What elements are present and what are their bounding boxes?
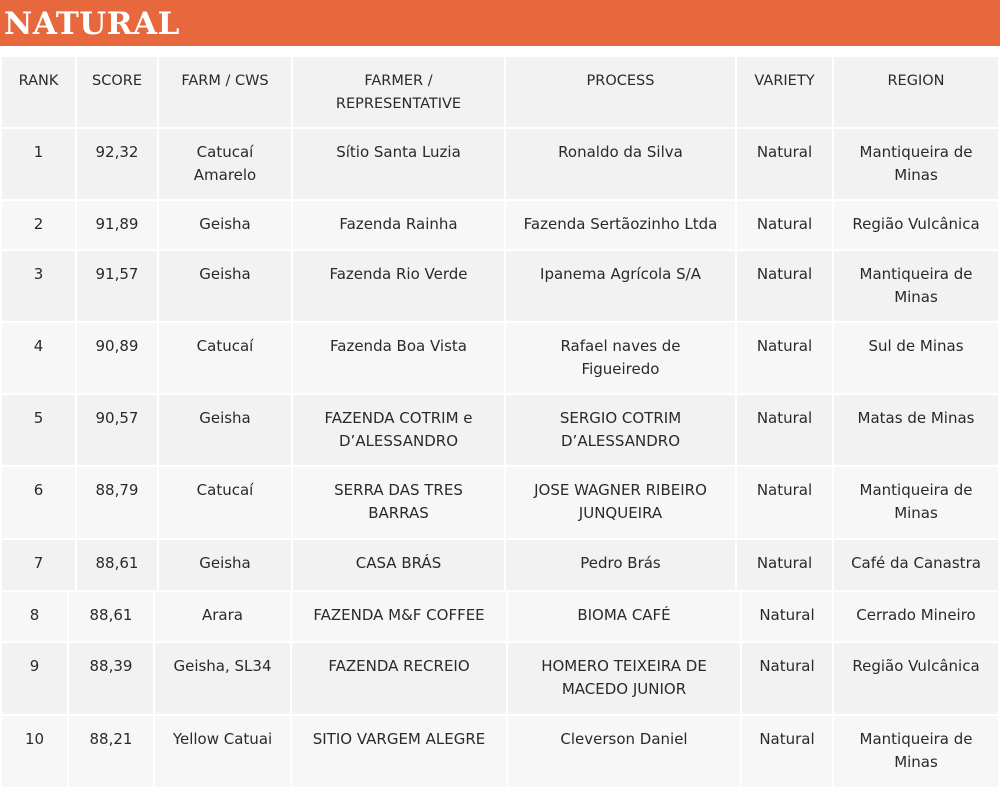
cell-score: 88,79: [77, 467, 157, 538]
table-row: [0, 592, 1000, 641]
cell-region: Mantiqueira de Minas: [834, 251, 998, 321]
cell-variety: Natural: [737, 540, 832, 590]
cell-rank: 1: [2, 129, 75, 199]
cell-farm: Geisha, SL34: [155, 643, 290, 714]
cell-process: HOMERO TEIXEIRA DE MACEDO JUNIOR: [508, 643, 740, 714]
cell-farmer: FAZENDA RECREIO: [292, 643, 506, 714]
cell-region: Mantiqueira de Minas: [834, 129, 998, 199]
cell-score: 88,21: [69, 716, 153, 787]
table-row: [0, 467, 1000, 538]
cell-process: Rafael naves de Figueiredo: [506, 323, 735, 393]
title-banner: [0, 0, 1000, 46]
cell-region: Matas de Minas: [834, 395, 998, 465]
cell-rank: 3: [2, 251, 75, 321]
cell-process: Fazenda Sertãozinho Ltda: [506, 201, 735, 249]
cell-region: Mantiqueira de Minas: [834, 716, 998, 787]
cell-farm: Catucaí: [159, 323, 291, 393]
cell-variety: Natural: [737, 129, 832, 199]
header-region: REGION: [834, 57, 998, 127]
cell-process: Ipanema Agrícola S/A: [506, 251, 735, 321]
cell-region: Mantiqueira de Minas: [834, 467, 998, 538]
table-row: [0, 540, 1000, 590]
cell-process: Ronaldo da Silva: [506, 129, 735, 199]
cell-farmer: CASA BRÁS: [293, 540, 504, 590]
cell-region: Sul de Minas: [834, 323, 998, 393]
cell-score: 91,89: [77, 201, 157, 249]
table-header-row: [0, 57, 1000, 127]
cell-farmer: SERRA DAS TRES BARRAS: [293, 467, 504, 538]
cell-farm: Geisha: [159, 251, 291, 321]
cell-variety: Natural: [742, 643, 832, 714]
cell-farmer: FAZENDA M&F COFFEE: [292, 592, 506, 641]
cell-farm: Catucaí: [159, 467, 291, 538]
cell-farmer: Fazenda Rio Verde: [293, 251, 504, 321]
cell-score: 88,39: [69, 643, 153, 714]
cell-farm: Geisha: [159, 201, 291, 249]
table-row: [0, 643, 1000, 714]
cell-variety: Natural: [742, 592, 832, 641]
cell-farmer: Sítio Santa Luzia: [293, 129, 504, 199]
cell-variety: Natural: [737, 201, 832, 249]
cell-score: 90,57: [77, 395, 157, 465]
cell-score: 88,61: [77, 540, 157, 590]
table-row: [0, 323, 1000, 393]
cell-score: 90,89: [77, 323, 157, 393]
header-score: SCORE: [77, 57, 157, 127]
cell-variety: Natural: [737, 323, 832, 393]
cell-farmer: SITIO VARGEM ALEGRE: [292, 716, 506, 787]
cell-region: Região Vulcânica: [834, 201, 998, 249]
cell-variety: Natural: [737, 251, 832, 321]
cell-variety: Natural: [737, 395, 832, 465]
cell-farm: Arara: [155, 592, 290, 641]
cell-rank: 4: [2, 323, 75, 393]
table-row: [0, 129, 1000, 199]
ranking-table: [0, 57, 1000, 790]
header-variety: VARIETY: [737, 57, 832, 127]
cell-rank: 10: [2, 716, 67, 787]
cell-score: 91,57: [77, 251, 157, 321]
table-row: [0, 251, 1000, 321]
header-process: PROCESS: [506, 57, 735, 127]
header-farmer: FARMER / REPRESENTATIVE: [293, 57, 504, 127]
cell-process: SERGIO COTRIM D’ALESSANDRO: [506, 395, 735, 465]
header-rank: RANK: [2, 57, 75, 127]
cell-region: Região Vulcânica: [834, 643, 998, 714]
page-title: NATURAL: [4, 6, 180, 42]
cell-process: Cleverson Daniel: [508, 716, 740, 787]
cell-process: BIOMA CAFÉ: [508, 592, 740, 641]
cell-rank: 7: [2, 540, 75, 590]
table-row: [0, 395, 1000, 465]
cell-region: Cerrado Mineiro: [834, 592, 998, 641]
cell-rank: 8: [2, 592, 67, 641]
cell-score: 88,61: [69, 592, 153, 641]
cell-farm: Geisha: [159, 540, 291, 590]
table-row: [0, 716, 1000, 787]
cell-farm: Catucaí Amarelo: [159, 129, 291, 199]
cell-variety: Natural: [737, 467, 832, 538]
cell-farmer: FAZENDA COTRIM e D’ALESSANDRO: [293, 395, 504, 465]
cell-farmer: Fazenda Rainha: [293, 201, 504, 249]
cell-farm: Geisha: [159, 395, 291, 465]
cell-rank: 2: [2, 201, 75, 249]
table-row: [0, 201, 1000, 249]
cell-variety: Natural: [742, 716, 832, 787]
header-farm: FARM / CWS: [159, 57, 291, 127]
cell-score: 92,32: [77, 129, 157, 199]
cell-process: Pedro Brás: [506, 540, 735, 590]
cell-rank: 9: [2, 643, 67, 714]
cell-rank: 6: [2, 467, 75, 538]
cell-farm: Yellow Catuai: [155, 716, 290, 787]
cell-process: JOSE WAGNER RIBEIRO JUNQUEIRA: [506, 467, 735, 538]
cell-rank: 5: [2, 395, 75, 465]
cell-farmer: Fazenda Boa Vista: [293, 323, 504, 393]
cell-region: Café da Canastra: [834, 540, 998, 590]
